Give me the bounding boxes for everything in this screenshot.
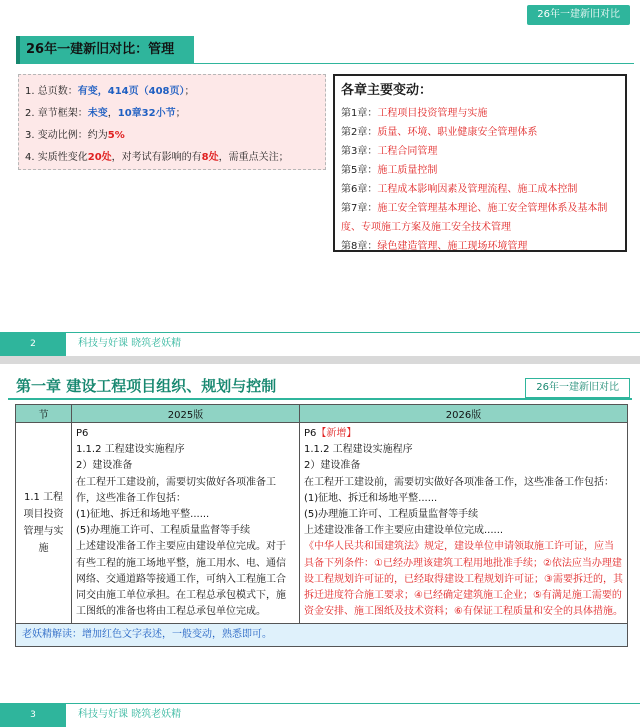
chapter-change-item [341,123,619,142]
text-line: 上述建设准备工作主要应由建设单位完成...... [304,525,504,537]
text-line: (5)办理施工许可、工程质量监督等手续 [76,525,251,537]
table-header-row [16,405,628,423]
chapter-num: 第6章： [341,184,378,195]
text-line: (5)办理施工许可、工程质量监督等手续 [304,509,479,521]
summary-box [18,74,326,170]
chapter-name: 工程合同管理 [377,146,438,157]
text-line: 2）建设准备 [304,460,361,472]
slide-title: 第一章 建设工程项目组织、规划与控制 [16,377,277,395]
chapter-num: 第5章： [341,165,378,176]
chapter-name: 施工质量控制 [377,165,438,176]
chapter-num: 第3章： [341,146,378,157]
summary-label: 1. 总页数： [25,86,78,97]
chapter-changes-title: 各章主要变动： [341,83,433,98]
chapter-name: 质量、环境、职业健康安全管理体系 [377,127,538,138]
summary-value: 5% [107,130,125,141]
summary-value: 8处 [201,152,219,163]
chapter-name: 施工安全管理基本理论、施工安全管理体系及基本制度、专项施工方案及施工安全技术管理 [341,203,608,233]
chapter-change-item [341,161,619,180]
text-line [304,426,623,442]
slide-chapter-one-comparison [0,364,640,727]
header-section: 节 [16,405,72,423]
chapter-change-item [341,104,619,123]
text-line: 上述建设准备工作主要应由建设单位完成。对于有些工程的施工场地平整，施工用水、电、通信网络、交通道路等接通工作，可纳入工程施工合同交由施工单位承担。在工程总承包模式下，施工图纸的准备也将由工程总承包单位完成。 [76,541,286,618]
chapter-num: 第7章： [341,203,378,214]
note-row [16,624,628,647]
text-line: 2）建设准备 [76,460,133,472]
slide-title: 26年一建新旧对比：管理 [26,42,175,57]
summary-suffix: ； [175,108,186,119]
cell-2026 [300,423,628,624]
summary-item-changes [25,147,319,169]
top-tag: 26年一建新旧对比 [527,5,630,25]
new-badge: 【新增】 [316,428,357,439]
chapter-change-item [341,180,619,199]
summary-suffix: ； [184,86,195,97]
text-line: 1.1.2 工程建设实施程序 [76,444,185,456]
cell-2025 [72,423,300,624]
summary-label: 2. 章节框架： [25,108,88,119]
slide-footer [0,332,640,356]
title-underline [194,63,634,64]
chapter-change-item [341,199,619,237]
summary-suffix: ，需重点关注； [218,152,289,163]
summary-item-pages [25,81,319,103]
text-line: P6 [76,428,89,439]
slide-title-bar [16,36,194,64]
chapter-name: 工程成本影响因素及管理流程、施工成本控制 [377,184,578,195]
summary-mid: ，对考试有影响的有 [111,152,202,163]
chapter-num: 第8章： [341,241,378,252]
slide-divider [0,356,640,364]
top-tag: 26年一建新旧对比 [525,378,630,398]
summary-item-ratio [25,125,319,147]
chapter-change-item [341,142,619,161]
footer-slogan: 科技与好课 晓筑老妖精 [78,709,182,720]
page-number: 2 [0,332,66,356]
text-line: (1)征地、拆迁和场地平整...... [76,509,210,521]
summary-label: 4. 实质性变化 [25,152,88,163]
summary-value: 20处 [87,152,112,163]
slide-title-bar [8,372,632,400]
chapter-change-item [341,237,619,256]
note-cell: 老妖精解读：增加红色文字表述，一般变动，熟悉即可。 [16,624,628,647]
text-line: (1)征地、拆迁和场地平整...... [304,492,438,504]
text-line: 在工程开工建设前，需要切实做好各项准备工作，这些准备工作包括： [304,476,614,488]
summary-value: 未变 [87,108,108,119]
page-number: 3 [0,703,66,727]
chapter-name: 工程项目投资管理与实施 [377,108,488,119]
slide-footer [0,703,640,727]
text-line: 在工程开工建设前，需要切实做好各项准备工作，这些准备工作包括： [76,476,276,504]
chapter-name: 绿色建造管理、施工现场环境管理 [377,241,528,252]
summary-value: 10章32小节 [117,108,176,119]
summary-value: 有变，414页（408页） [77,86,185,97]
summary-item-framework [25,103,319,125]
page-ref: P6 [304,428,317,439]
text-line: 1.1.2 工程建设实施程序 [304,444,413,456]
slide-management-overview [0,0,640,356]
chapter-num: 第1章： [341,108,378,119]
summary-mid: ， [107,108,118,119]
header-2025: 2025版 [72,405,300,423]
comparison-table [15,404,628,647]
chapter-num: 第2章： [341,127,378,138]
section-cell: 1.1 工程项目投资管理与实施 [16,423,72,624]
chapter-changes-box [333,74,627,252]
table-row [16,423,628,624]
added-text: 《中华人民共和国建筑法》规定，建设单位申请领取施工许可证，应当具备下列条件：①已经办理该建筑工程用地批准手续；②依法应当办理建设工程规划许可证的，已经取得建设工程规划许可证；③需要拆迁的，其拆迁进度符合施工要求；④已经确定建筑施工企业；⑤有满足施工需要的资金安排、施工图纸及技术资料；⑥有保证工程质量和安全的具体措施。 [304,541,623,618]
summary-label: 3. 变动比例：约为 [25,130,108,141]
header-2026: 2026版 [300,405,628,423]
footer-slogan: 科技与好课 晓筑老妖精 [78,338,182,349]
